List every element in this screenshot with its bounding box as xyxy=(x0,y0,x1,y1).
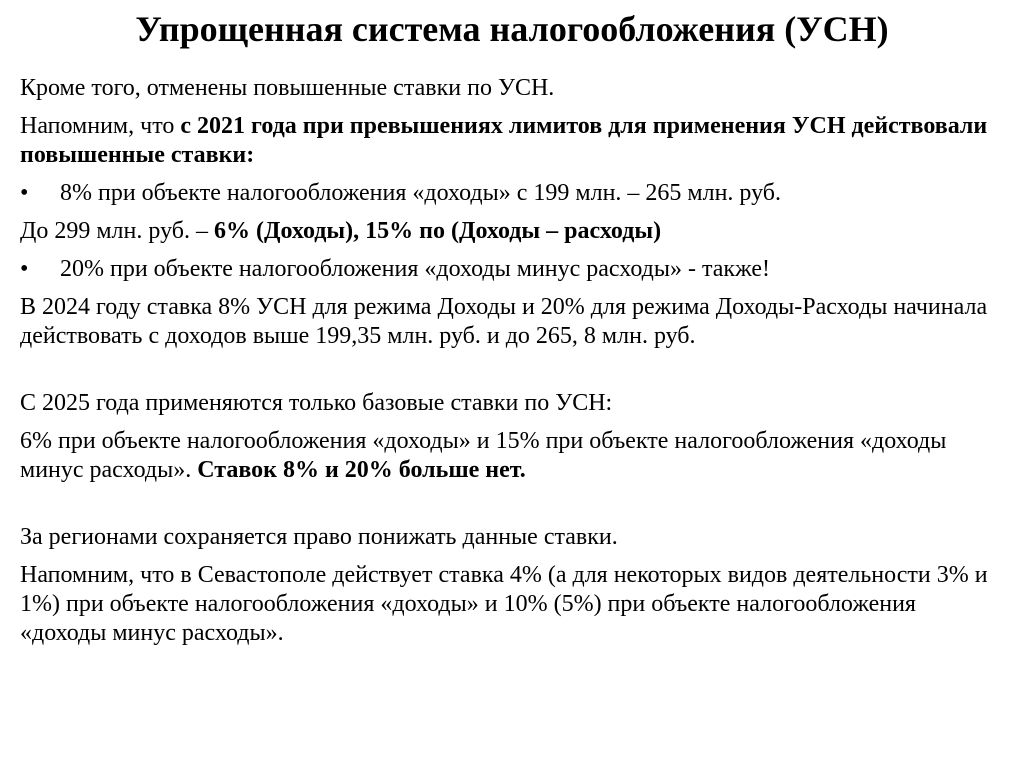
paragraph-regional-rights: За регионами сохраняется право понижать данные ставки. xyxy=(20,524,618,550)
paragraph-reminder-2021-bold: с 2021 года при превышениях лимитов для применения УСН действовали повышенные ставки: xyxy=(20,113,988,168)
paragraph-reminder-2021 xyxy=(20,112,1004,170)
bullet-item-income-rate xyxy=(20,179,1004,208)
bullet-marker: • xyxy=(20,256,29,282)
paragraph-sevastopol-rates: Напомним, что в Севастополе действует ставка 4% (а для некоторых видов деятельности 3% и 1%) при объекте налогообложения «доходы» и 10% (5%) при объекте налогообложения «доходы минус расходы». xyxy=(20,562,988,646)
spacer xyxy=(20,494,1004,523)
paragraph-2025-rates-detail xyxy=(20,427,1004,485)
paragraph-2025-base-rates: С 2025 года применяются только базовые ставки по УСН: xyxy=(20,390,613,416)
paragraph-2025-rates-detail-lead: 6% при объекте налогообложения «доходы» и 15% при объекте налогообложения «доходы минус расходы». xyxy=(20,428,947,483)
paragraph-2024-rates: В 2024 году ставка 8% УСН для режима Доходы и 20% для режима Доходы-Расходы начинала действовать с доходов выше 199,35 млн. руб. и до 265, 8 млн. руб. xyxy=(20,294,988,349)
bullet-item-expense-rate xyxy=(20,255,1004,284)
slide-title: Упрощенная система налогообложения (УСН) xyxy=(135,9,889,49)
paragraph-up-to-299 xyxy=(20,217,1004,246)
slide-body xyxy=(20,74,1004,657)
paragraph-rates-cancelled: Кроме того, отменены повышенные ставки по УСН. xyxy=(20,75,555,101)
paragraph-up-to-299-bold: 6% (Доходы), 15% по (Доходы – расходы) xyxy=(213,218,662,244)
spacer xyxy=(20,360,1004,389)
paragraph-up-to-299-lead: До 299 млн. руб. – xyxy=(20,218,214,244)
bullet-item-expense-rate-text: 20% при объекте налогообложения «доходы минус расходы» - также! xyxy=(60,256,770,282)
paragraph-2025-rates-detail-bold: Ставок 8% и 20% больше нет. xyxy=(197,457,526,483)
paragraph-reminder-2021-lead: Напомним, что xyxy=(20,113,181,139)
bullet-item-income-rate-text: 8% при объекте налогообложения «доходы» с 199 млн. – 265 млн. руб. xyxy=(60,180,781,206)
bullet-marker: • xyxy=(20,180,29,206)
